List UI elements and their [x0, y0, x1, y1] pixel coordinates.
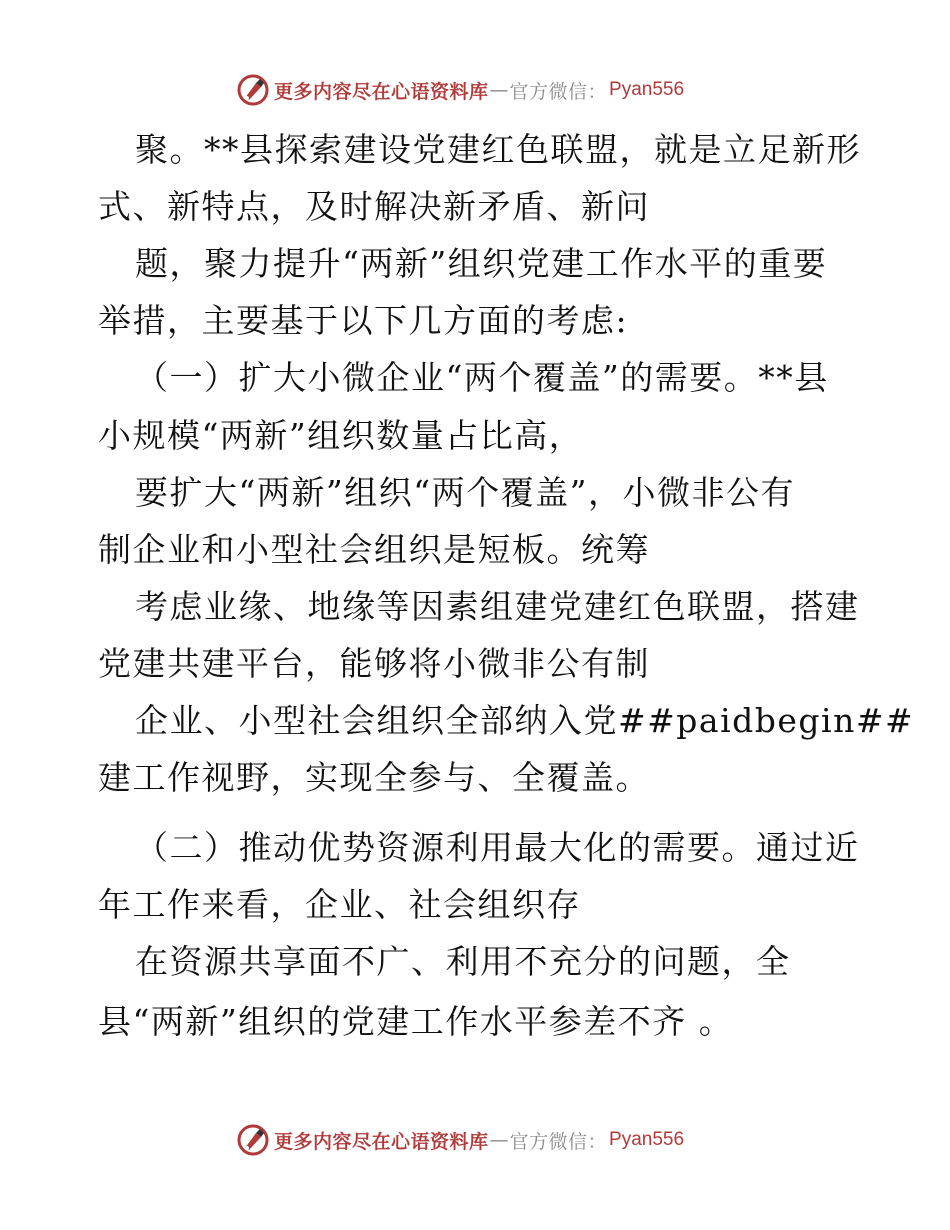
banner-wechat-label: 官方微信： — [509, 80, 608, 103]
banner-wechat-id: Pyan556 — [609, 1129, 685, 1150]
body-line: （一）扩大小微企业“两个覆盖”的需要。**县 — [135, 358, 829, 397]
banner-site-text: 更多内容尽在心语资料库 — [274, 80, 489, 103]
body-line: 举措，主要基于以下几方面的考虑: — [98, 301, 629, 340]
body-line: 县“两新”组织的党建工作水平参差不齐 。 — [98, 1002, 734, 1041]
body-line: （二）推动优势资源利用最大化的需要。通过近 — [135, 828, 860, 867]
body-line: 制企业和小型社会组织是短板。统筹 — [98, 530, 650, 569]
footer-banner — [236, 1122, 716, 1158]
body-line: 题，聚力提升“两新”组织党建工作水平的重要 — [135, 244, 828, 283]
banner-dash: — — [489, 79, 509, 101]
body-line: 考虑业缘、地缘等因素组建党建红色联盟，搭建 — [135, 587, 860, 626]
body-line: 式、新特点，及时解决新矛盾、新问 — [98, 187, 650, 226]
body-line: 要扩大“两新”组织“两个覆盖”，小微非公有 — [135, 473, 795, 512]
banner-dash: — — [489, 1129, 509, 1151]
banner-site-text: 更多内容尽在心语资料库 — [274, 1130, 489, 1153]
banner-wechat-id: Pyan556 — [609, 79, 685, 100]
body-line: 党建共建平台，能够将小微非公有制 — [98, 644, 650, 683]
header-banner — [236, 72, 716, 108]
body-line: 聚。**县探索建设党建红色联盟，就是立足新形 — [135, 130, 861, 169]
body-line: 建工作视野，实现全参与、全覆盖。 — [98, 758, 650, 797]
banner-wechat-label: 官方微信： — [509, 1130, 608, 1153]
pen-nib-logo-icon — [236, 1123, 270, 1157]
body-line: 企业、小型社会组织全部纳入党##paidbegin## — [135, 701, 915, 740]
pen-nib-logo-icon — [236, 73, 270, 107]
body-line: 年工作来看，企业、社会组织存 — [98, 885, 581, 924]
body-line: 小规模“两新”组织数量占比高， — [98, 416, 584, 455]
body-line: 在资源共享面不广、利用不充分的问题，全 — [135, 942, 791, 981]
